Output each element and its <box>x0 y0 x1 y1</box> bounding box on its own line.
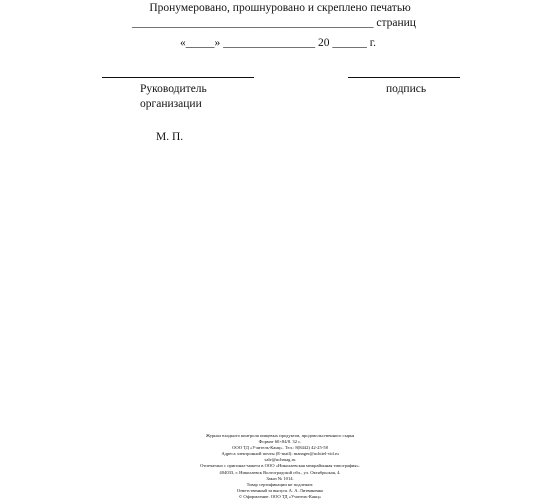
imprint-line: Товар сертификации не подлежит. <box>246 481 314 487</box>
role-label-line1: Руководитель <box>140 83 207 95</box>
imprint-line: Журнал входного контроля пищевых продуктов, продовольственного сырья <box>205 433 355 438</box>
imprint-line: ООО ТД «Учитель-Канц». Тел.: 8(8442) 42-25-58 <box>232 445 328 451</box>
imprint-line: Заказ № 1014. <box>266 475 294 481</box>
imprint-line: Отпечатано с оригинал-макета в ООО «Николаевская межрайонная типография». <box>200 463 360 469</box>
imprint-line: Ответственный за выпуск А. А. Литвиненко <box>236 487 324 493</box>
imprint-line: Формат 60×84/8. 32 с. <box>258 439 302 445</box>
pages-count-line: __________________________________________ страниц <box>132 17 416 29</box>
imprint-line: © Оформление. ООО ТД «Учитель-Канц» <box>238 493 322 499</box>
signature-label: подпись <box>386 83 427 95</box>
role-label-line2: организации <box>140 98 202 110</box>
date-line: «_____» ________________ 20 ______ г. <box>180 37 377 49</box>
manager-name-line <box>102 77 254 78</box>
imprint-line: 404033, г. Николаевск Волгоградской обл., ул. Октябрьская, 4. <box>219 469 341 475</box>
imprint-line: Адреса электронной почты (E-mail): manager@uchitel-vid.ru <box>221 451 339 457</box>
imprint-line: sale@uchmag.ru <box>264 457 296 463</box>
certification-title: Пронумеровано, прошнуровано и скреплено печатью <box>149 2 411 14</box>
signature-line <box>348 77 460 78</box>
stamp-place-label: М. П. <box>156 131 184 143</box>
publisher-imprint <box>130 433 430 500</box>
